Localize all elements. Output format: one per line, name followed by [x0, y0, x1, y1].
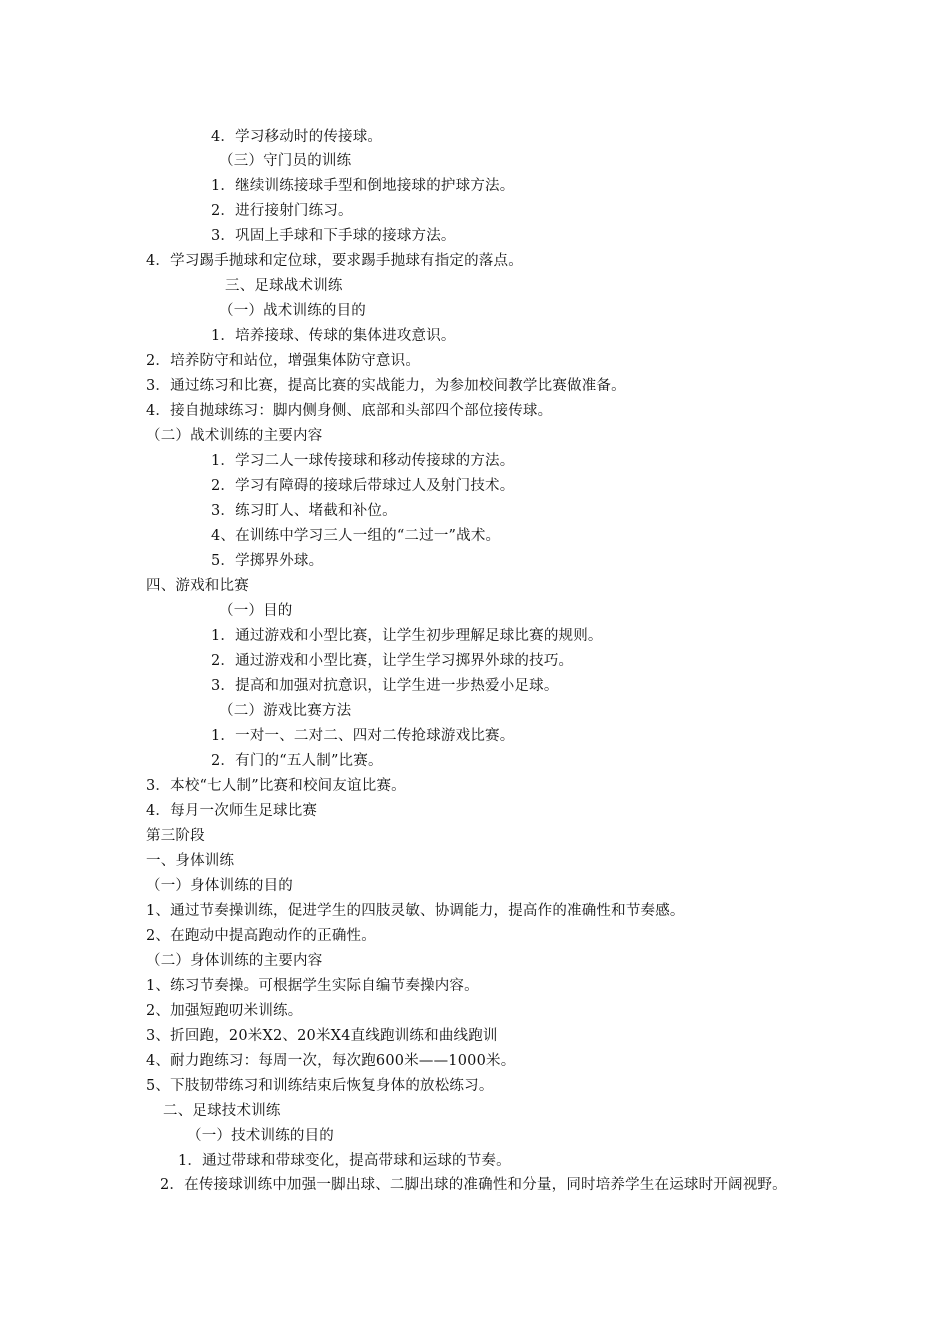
text-line: 4、在训练中学习三人一组的“二过一”战术。: [211, 528, 501, 544]
section-heading: （一）战术训练的目的: [219, 303, 366, 319]
text-line: 2．学习有障碍的接球后带球过人及射门技术。: [211, 478, 515, 494]
text-line: 4、耐力跑练习：每周一次，每次跑600米——1000米。: [146, 1053, 516, 1069]
text-line: 3．巩固上手球和下手球的接球方法。: [211, 228, 456, 244]
text-line: 5、下肢韧带练习和训练结束后恢复身体的放松练习。: [146, 1078, 494, 1094]
text-line: 4．学习踢手抛球和定位球，要求踢手抛球有指定的落点。: [146, 253, 523, 269]
text-line: 1．培养接球、传球的集体进攻意识。: [211, 328, 456, 344]
section-heading: 三、足球战术训练: [225, 278, 343, 294]
text-line: 3．本校“七人制”比赛和校间友谊比赛。: [146, 778, 406, 794]
text-paragraph: 2．在传接球训练中加强一脚出球、二脚出球的准确性和分量，同时培养学生在运球时开阔视野。: [160, 1177, 787, 1193]
section-heading: （二）战术训练的主要内容: [146, 428, 323, 444]
text-line: 3、折回跑，20米X2、20米X4直线跑训练和曲线跑训: [146, 1028, 498, 1044]
text-line: 1．一对一、二对二、四对二传抢球游戏比赛。: [211, 728, 515, 744]
text-line: 2．通过游戏和小型比赛，让学生学习掷界外球的技巧。: [211, 653, 574, 669]
section-heading: 第三阶段: [146, 828, 205, 844]
text-line: 2．培养防守和站位，增强集体防守意识。: [146, 353, 421, 369]
text-line: 1．学习二人一球传接球和移动传接球的方法。: [211, 453, 515, 469]
section-heading: （二）游戏比赛方法: [219, 703, 352, 719]
text-line: 3．练习盯人、堵截和补位。: [211, 503, 397, 519]
section-heading: （一）技术训练的目的: [187, 1128, 334, 1144]
text-line: 2．进行接射门练习。: [211, 203, 353, 219]
text-line: 2、加强短跑叨米训练。: [146, 1003, 303, 1019]
text-line: 1、练习节奏操。可根据学生实际自编节奏操内容。: [146, 978, 479, 994]
text-line: 4．学习移动时的传接球。: [211, 129, 383, 145]
text-line: 5．学掷界外球。: [211, 553, 324, 569]
section-heading: （三）守门员的训练: [219, 153, 352, 169]
text-line: 2、在跑动中提高跑动作的正确性。: [146, 928, 376, 944]
text-line: 1、通过节奏操训练，促进学生的四肢灵敏、协调能力，提高作的准确性和节奏感。: [146, 903, 685, 919]
section-heading: 一、身体训练: [146, 853, 235, 869]
section-heading: （二）身体训练的主要内容: [146, 953, 323, 969]
text-line: 1．通过带球和带球变化，提高带球和运球的节奏。: [178, 1153, 511, 1169]
text-line: 1．通过游戏和小型比赛，让学生初步理解足球比赛的规则。: [211, 628, 603, 644]
section-heading: （一）身体训练的目的: [146, 878, 293, 894]
section-heading: 二、足球技术训练: [163, 1103, 281, 1119]
text-line: 3．提高和加强对抗意识，让学生进一步热爱小足球。: [211, 678, 559, 694]
section-heading: 四、游戏和比赛: [146, 578, 249, 594]
section-heading: （一）目的: [219, 603, 293, 619]
text-line: 2．有门的“五人制”比赛。: [211, 753, 383, 769]
text-line: 3．通过练习和比赛，提高比赛的实战能力，为参加校间教学比赛做准备。: [146, 378, 626, 394]
text-line: 1．继续训练接球手型和倒地接球的护球方法。: [211, 178, 515, 194]
text-line: 4．每月一次师生足球比赛: [146, 803, 318, 819]
text-line: 4．接自抛球练习：脚内侧身侧、底部和头部四个部位接传球。: [146, 403, 553, 419]
